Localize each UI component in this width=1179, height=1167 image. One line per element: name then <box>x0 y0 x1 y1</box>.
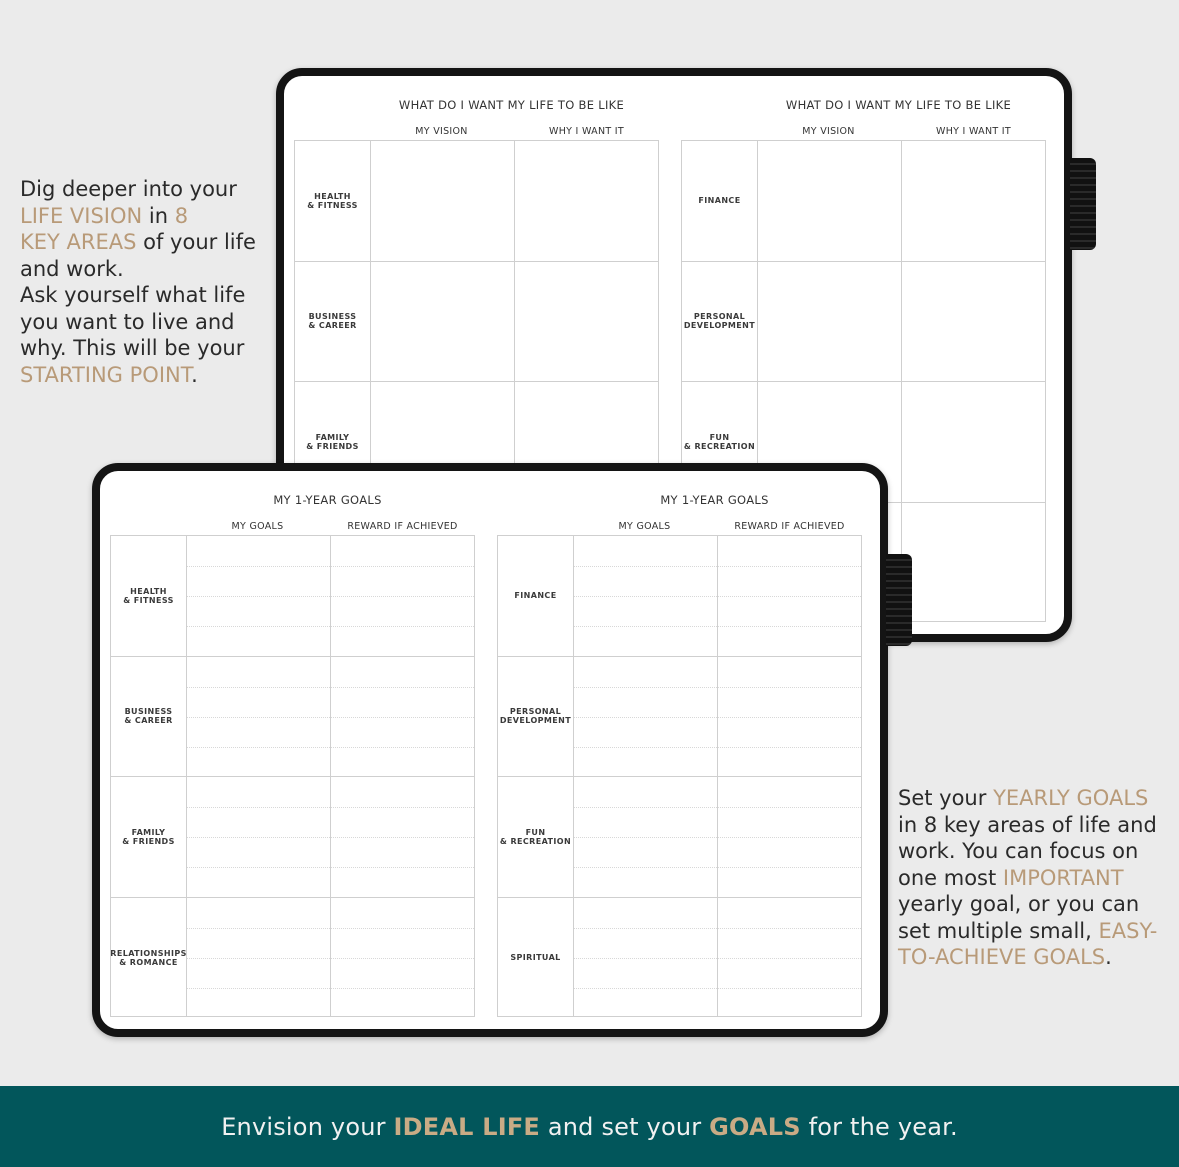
desc-text: Set your <box>898 786 994 810</box>
writing-line[interactable] <box>187 596 474 597</box>
writing-line[interactable] <box>187 928 474 929</box>
column-header: REWARD IF ACHIEVED <box>734 521 845 532</box>
writing-line[interactable] <box>187 867 474 868</box>
area-row <box>295 262 658 383</box>
writing-line[interactable] <box>574 687 861 688</box>
area-label: FINANCE <box>698 196 741 206</box>
area-label: SPIRITUAL <box>510 953 561 963</box>
writing-line[interactable] <box>574 958 861 959</box>
desc-accent-life-vision: LIFE VISION <box>20 203 143 228</box>
desc-text: yearly goal, or you can set multiple small, <box>898 892 1140 943</box>
desc-text: in 8 key areas of life and work. You can focus on one most <box>898 812 1157 890</box>
writing-line[interactable] <box>187 626 474 627</box>
area-label: RELATIONSHIPS & ROMANCE <box>110 948 187 967</box>
footer-text: and set your <box>540 1112 710 1141</box>
writing-line[interactable] <box>187 717 474 718</box>
writing-line[interactable] <box>574 988 861 989</box>
column-header: MY GOALS <box>618 521 671 532</box>
area-row <box>498 657 861 778</box>
writing-line[interactable] <box>187 958 474 959</box>
area-label: FUN & RECREATION <box>683 432 756 451</box>
column-header: MY VISION <box>802 126 855 137</box>
elastic-band <box>886 554 912 646</box>
area-row <box>682 141 1045 262</box>
area-label: HEALTH & FITNESS <box>123 586 174 605</box>
column-header: MY GOALS <box>231 521 284 532</box>
page-title: MY 1-YEAR GOALS <box>660 493 769 507</box>
writing-line[interactable] <box>574 837 861 838</box>
goals-description <box>898 785 1173 971</box>
writing-line[interactable] <box>574 626 861 627</box>
desc-text: of your life and work. <box>20 230 256 281</box>
area-row <box>498 777 861 898</box>
desc-accent-important: IMPORTANT <box>1002 865 1124 890</box>
writing-line[interactable] <box>574 928 861 929</box>
desc-text: . <box>1105 945 1112 969</box>
area-label: HEALTH & FITNESS <box>307 191 358 210</box>
area-row <box>295 141 658 262</box>
area-row <box>498 536 861 657</box>
writing-line[interactable] <box>187 807 474 808</box>
area-row <box>498 898 861 1019</box>
writing-line[interactable] <box>574 566 861 567</box>
writing-line[interactable] <box>574 807 861 808</box>
writing-line[interactable] <box>574 596 861 597</box>
area-label: FINANCE <box>514 591 557 601</box>
writing-line[interactable] <box>574 867 861 868</box>
area-label: PERSONAL DEVELOPMENT <box>499 707 572 726</box>
area-label: FAMILY & FRIENDS <box>306 433 359 452</box>
area-label: PERSONAL DEVELOPMENT <box>683 312 756 331</box>
area-row <box>111 657 474 778</box>
area-row <box>111 898 474 1019</box>
writing-line[interactable] <box>574 747 861 748</box>
desc-accent-starting-point: STARTING POINT <box>20 362 192 387</box>
footer-text: Envision your <box>221 1112 386 1141</box>
column-header: WHY I WANT IT <box>549 126 624 137</box>
footer-text: for the year. <box>800 1112 958 1141</box>
desc-text: . <box>191 362 198 387</box>
area-label: FUN & RECREATION <box>499 827 572 846</box>
elastic-band <box>1070 158 1096 250</box>
area-label: BUSINESS & CAREER <box>308 312 357 331</box>
writing-line[interactable] <box>574 717 861 718</box>
area-row <box>682 262 1045 383</box>
page-title: WHAT DO I WANT MY LIFE TO BE LIKE <box>785 98 1012 112</box>
desc-line: Dig deeper into your <box>20 177 237 201</box>
writing-line[interactable] <box>187 988 474 989</box>
planner-grid <box>110 535 475 1017</box>
column-header: REWARD IF ACHIEVED <box>347 521 458 532</box>
desc-accent-key-areas: KEY AREAS <box>20 230 137 254</box>
area-label: BUSINESS & CAREER <box>124 707 173 726</box>
column-header: MY VISION <box>415 126 468 137</box>
area-row <box>111 536 474 657</box>
desc-accent-eight: 8 <box>174 203 189 228</box>
vision-description <box>20 176 260 388</box>
footer-banner <box>0 1086 1179 1167</box>
desc-accent-easy-goals: EASY-TO-ACHIEVE GOALS <box>898 918 1158 969</box>
desc-text: in <box>142 203 175 228</box>
planner-grid <box>497 535 862 1017</box>
desc-text: Ask yourself what life you want to live and why. This will be your <box>20 283 246 360</box>
footer-highlight-ideal-life: IDEAL LIFE <box>393 1112 541 1141</box>
desc-accent-yearly-goals: YEARLY GOALS <box>993 786 1149 810</box>
area-row <box>111 777 474 898</box>
writing-line[interactable] <box>187 837 474 838</box>
page-title: MY 1-YEAR GOALS <box>273 493 382 507</box>
writing-line[interactable] <box>187 566 474 567</box>
area-label: FAMILY & FRIENDS <box>122 827 175 846</box>
goals-planner <box>92 463 888 1037</box>
column-header: WHY I WANT IT <box>936 126 1011 137</box>
writing-line[interactable] <box>187 747 474 748</box>
page-title: WHAT DO I WANT MY LIFE TO BE LIKE <box>398 98 625 112</box>
writing-line[interactable] <box>187 687 474 688</box>
footer-highlight-goals: GOALS <box>709 1112 801 1141</box>
